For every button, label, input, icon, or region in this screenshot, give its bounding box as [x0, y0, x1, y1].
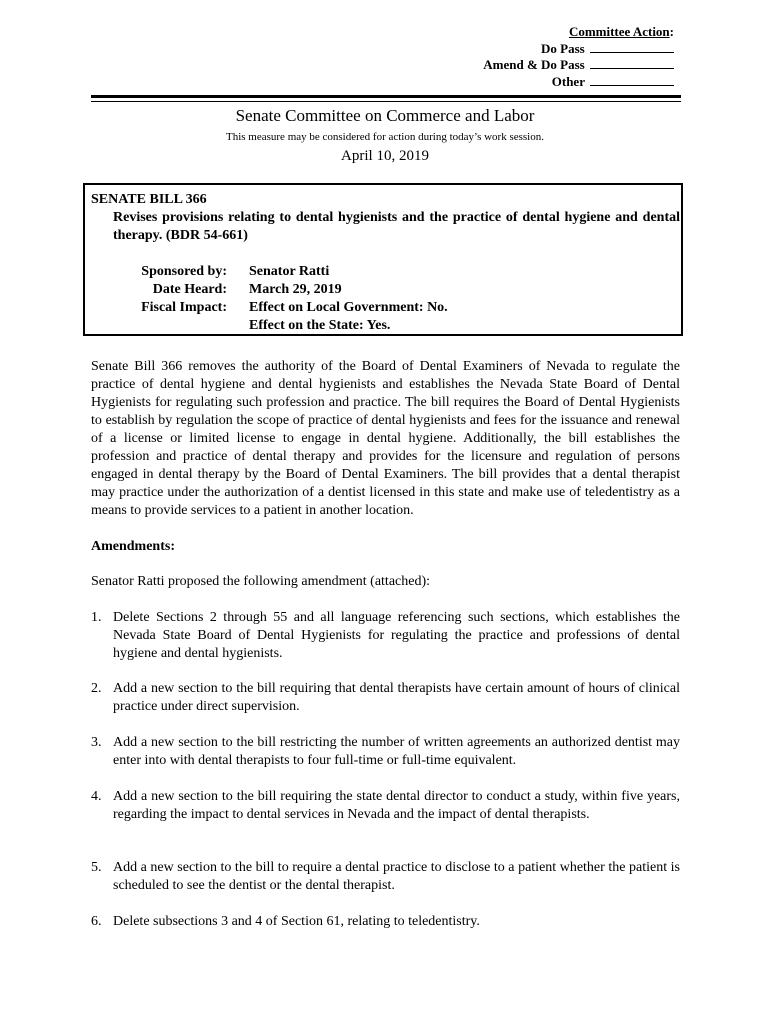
header-rule-thin	[91, 101, 681, 102]
fiscal-impact-label: Fiscal Impact:	[141, 300, 227, 315]
amendment-number: 6.	[91, 914, 102, 929]
sponsored-value: Senator Ratti	[249, 264, 330, 279]
fiscal-state-value: Effect on the State: Yes.	[249, 318, 391, 333]
amendment-item: Delete subsections 3 and 4 of Section 61, relating to teledentistry.	[113, 914, 480, 929]
amendment-number: 3.	[91, 735, 102, 750]
amendment-item: Add a new section to the bill restricting the number of written agreements an authorized dentist may enter into with dental therapists to four full-time or full-time equivalent.	[113, 735, 680, 768]
committee-action-row: Do Pass	[483, 41, 674, 58]
fiscal-local-value: Effect on Local Government: No.	[249, 300, 448, 315]
amendment-item: Delete Sections 2 through 55 and all language referencing such sections, which establishes the Nevada State Board of Dental Hygienists for regulating the practice and professions of dental hygiene and dental hygienists.	[113, 610, 680, 661]
amendments-intro: Senator Ratti proposed the following amendment (attached):	[91, 574, 431, 589]
meeting-date: April 10, 2019	[341, 148, 429, 164]
work-session-notice: This measure may be considered for action during today’s work session.	[225, 131, 544, 143]
amendments-heading: Amendments:	[91, 539, 175, 554]
amendment-number: 4.	[91, 789, 102, 804]
amendment-item: Add a new section to the bill requiring that dental therapists have certain amount of hours of clinical practice under direct supervision.	[113, 681, 680, 714]
amendment-number: 2.	[91, 681, 102, 696]
date-heard-label: Date Heard:	[152, 282, 227, 297]
committee-action-row: Amend & Do Pass	[483, 57, 674, 74]
bill-summary: Senate Bill 366 removes the authority of the Board of Dental Examiners of Nevada to regulate the practice of dental hygiene and dental hygienists and establishes the Nevada State Board of Dental Hygienists for regulating such profession and practice. The bill requires the Board of Dental Hygienists to establish by regulation the scope of practice of dental hygienists and fees for the issuance and renewal of a license or limited license to engage in dental hygiene. Additionally, the bill establishes the profession and practice of dental therapy and provides for the licensure and regulation of persons engaged in dental therapy by the Board of Dental Examiners. The bill provides that a dental therapist may practice under the authorization of a dentist licensed in this state and make use of teledentistry as a means to provide services to a patient in another location.	[91, 359, 680, 518]
header-rule	[91, 95, 681, 98]
committee-title: Senate Committee on Commerce and Labor	[235, 106, 535, 125]
amendment-item: Add a new section to the bill requiring the state dental director to conduct a study, within five years, regarding the impact to dental services in Nevada and the impact of dental therapists.	[113, 789, 680, 822]
bill-number: SENATE BILL 366	[91, 192, 207, 207]
committee-action-title: Committee Action	[568, 24, 670, 39]
amendment-number: 5.	[91, 860, 102, 875]
sponsored-label: Sponsored by:	[141, 264, 227, 279]
amendment-item: Add a new section to the bill to require a dental practice to disclose to a patient whether the patient is scheduled to see the dentist or the dental therapist.	[113, 860, 680, 893]
amendment-number: 1.	[91, 610, 102, 625]
bill-description: Revises provisions relating to dental hygienists and the practice of dental hygiene and dental therapy. (BDR 54-661)	[113, 210, 680, 243]
committee-action: Committee Action: Do Pass Amend & Do Pass Other	[483, 24, 674, 89]
date-heard-value: March 29, 2019	[249, 282, 342, 297]
committee-action-row: Other	[483, 74, 674, 91]
